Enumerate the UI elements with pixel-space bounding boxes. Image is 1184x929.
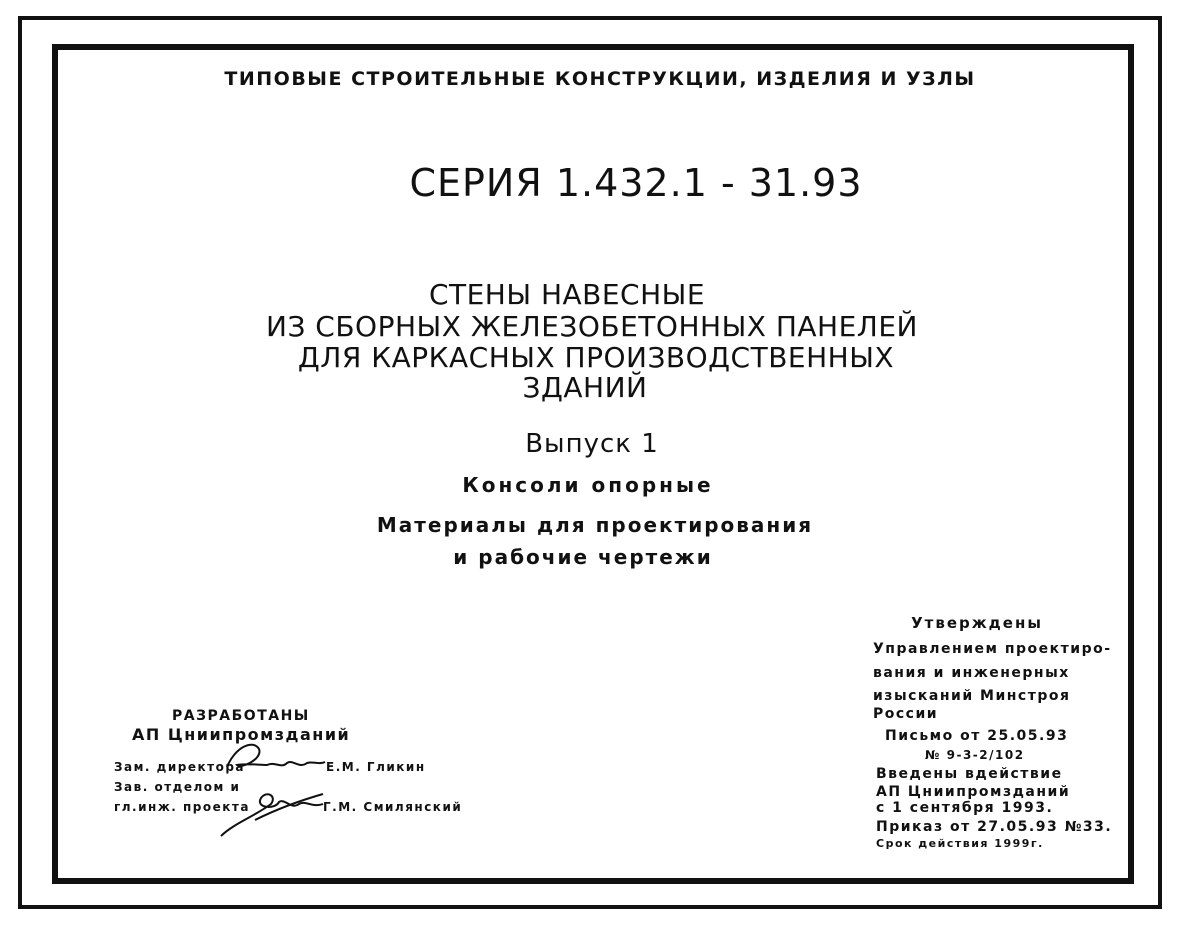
series-number: СЕРИЯ 1.432.1 - 31.93: [409, 161, 863, 205]
signature-2: [215, 780, 330, 842]
approval-line-7: № 9-3-2/102: [925, 748, 1025, 762]
signatory-name-1: Е.М. Гликин: [326, 760, 426, 774]
signatory-name-2: Г.М. Смилянский: [323, 800, 463, 814]
role-deputy-director: Зам. директора: [114, 760, 246, 774]
title-line-3: ДЛЯ КАРКАСНЫХ ПРОИЗВОДСТВЕННЫХ: [297, 341, 895, 374]
issue-number: Выпуск 1: [525, 429, 659, 459]
approval-line-8: Введены вдействие: [876, 766, 1063, 782]
materials-line-1: Материалы для проектирования: [376, 513, 814, 537]
approval-line-2: Управлением проектиро-: [873, 641, 1112, 657]
title-line-2: ИЗ СБОРНЫХ ЖЕЛЕЗОБЕТОННЫХ ПАНЕЛЕЙ: [266, 310, 918, 343]
role-chief-engineer: гл.инж. проекта: [114, 800, 250, 814]
approval-line-9: АП Цниипромзданий: [876, 784, 1071, 800]
developers-label: РАЗРАБОТАНЫ: [172, 708, 310, 724]
subtitle: Консоли опорные: [462, 473, 714, 497]
approval-line-5: России: [873, 706, 939, 722]
approval-line-6: Письмо от 25.05.93: [885, 728, 1069, 744]
approval-line-11: Приказ от 27.05.93 №33.: [876, 819, 1113, 835]
signature-1: [215, 735, 330, 780]
approval-line-1: Утверждены: [911, 614, 1043, 632]
approval-line-3: вания и инженерных: [873, 665, 1070, 681]
document-header: ТИПОВЫЕ СТРОИТЕЛЬНЫЕ КОНСТРУКЦИИ, ИЗДЕЛИЯ И УЗЛЫ: [224, 68, 976, 90]
approval-line-10: с 1 сентября 1993.: [876, 800, 1054, 816]
role-department-head: Зав. отделом и: [114, 780, 241, 794]
materials-line-2: и рабочие чертежи: [453, 545, 713, 569]
title-line-1: СТЕНЫ НАВЕСНЫЕ: [428, 278, 706, 311]
title-line-4: ЗДАНИЙ: [522, 371, 648, 404]
developer-org: АП Цниипромзданий: [132, 725, 351, 744]
approval-line-12: Срок действия 1999г.: [876, 837, 1044, 850]
approval-line-4: изысканий Минстроя: [873, 688, 1071, 704]
